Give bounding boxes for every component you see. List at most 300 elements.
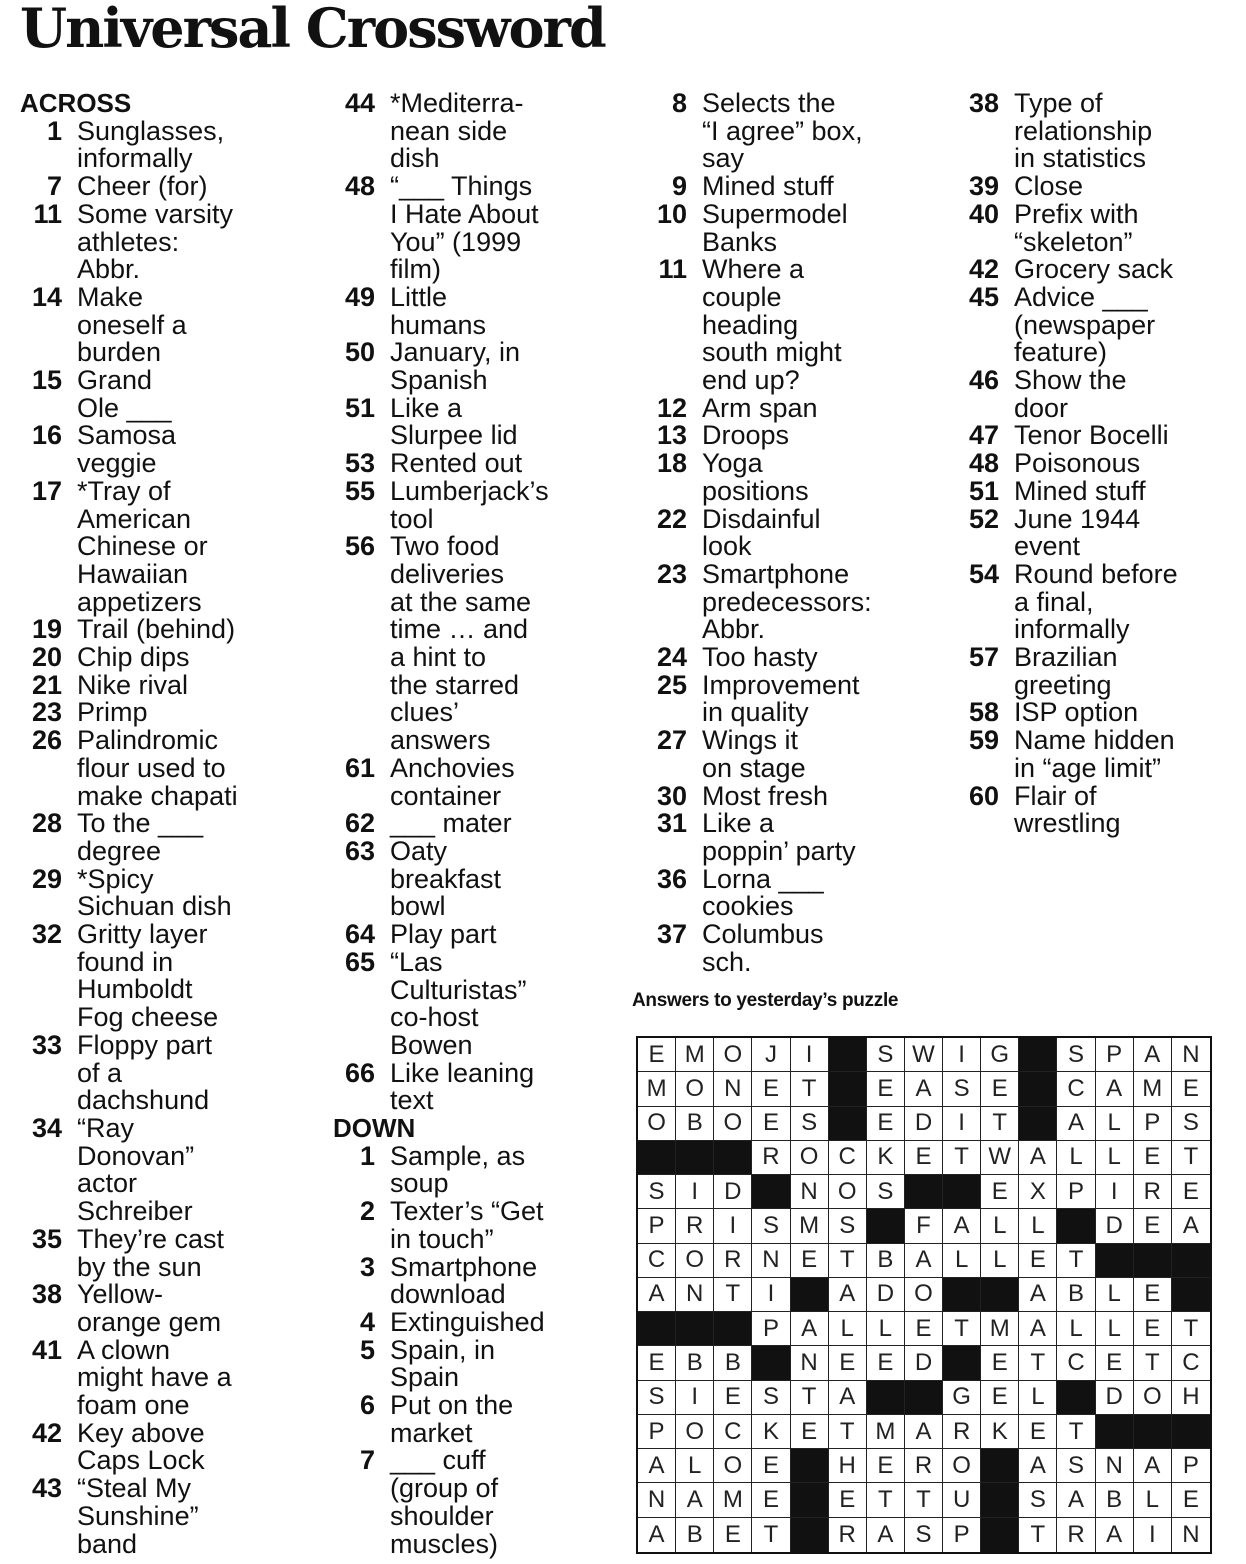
- across-clue: [20, 1029, 320, 1116]
- answer-cell: L: [1019, 1381, 1057, 1415]
- answer-cell: I: [1096, 1175, 1134, 1209]
- across-clue: [20, 198, 320, 285]
- across-clue: [333, 90, 633, 173]
- answer-cell: T: [943, 1141, 981, 1175]
- across-clue: [20, 644, 320, 672]
- clue-text: Droops: [702, 420, 790, 451]
- answer-cell: K: [981, 1415, 1019, 1449]
- answer-cell: E: [1172, 1483, 1210, 1517]
- answer-cell: A: [905, 1072, 943, 1106]
- answer-cell: L: [1096, 1278, 1134, 1312]
- across-clue: [20, 1334, 320, 1421]
- clue-number: 14: [31, 281, 62, 312]
- down-clue: [645, 198, 945, 257]
- clue-text: Put on the market: [390, 1390, 514, 1448]
- clue-text: Make oneself a burden: [77, 281, 187, 368]
- clue-text: Rented out: [390, 448, 523, 479]
- answers-label: Answers to yesterday’s puzzle: [632, 990, 899, 1011]
- clue-number: 66: [344, 1057, 375, 1088]
- down-clue: [957, 173, 1246, 201]
- black-square: [714, 1141, 752, 1175]
- clue-text: Name hidden in “age limit”: [1014, 725, 1175, 783]
- clue-text: Texter’s “Get in touch”: [390, 1196, 544, 1254]
- answer-cell: I: [1134, 1518, 1172, 1552]
- answer-cell: U: [943, 1483, 981, 1517]
- down-clue: [645, 173, 945, 201]
- across-clue: [333, 921, 633, 949]
- clue-number: 50: [344, 337, 375, 368]
- across-clue: [20, 699, 320, 727]
- answer-cell: P: [1057, 1175, 1095, 1209]
- clue-text: Grocery sack: [1014, 254, 1174, 285]
- clue-text: *Spicy Sichuan dish: [77, 863, 232, 922]
- clue-number: 47: [968, 420, 999, 451]
- clue-number: 13: [656, 420, 687, 451]
- answer-cell: R: [714, 1244, 752, 1278]
- answer-cell: E: [752, 1072, 790, 1106]
- across-clue: [333, 946, 633, 1060]
- down-clue: [957, 281, 1246, 368]
- clue-text: “Steal My Sunshine” band: [77, 1473, 199, 1559]
- clue-text: Palindromic flour used to make chapati: [77, 725, 238, 811]
- down-clue: [645, 422, 945, 450]
- across-clue: [333, 450, 633, 478]
- across-clue: [20, 173, 320, 201]
- answer-cell: B: [676, 1346, 714, 1380]
- across-clue: [20, 475, 320, 617]
- clue-text: Smartphone predecessors: Abbr.: [702, 558, 872, 645]
- answer-cell: A: [1134, 1449, 1172, 1483]
- down-clue: [957, 558, 1246, 645]
- clue-number: 16: [31, 420, 62, 451]
- clue-text: Improvement in quality: [702, 669, 860, 728]
- clue-number: 55: [344, 475, 375, 506]
- answer-cell: P: [1096, 1038, 1134, 1072]
- answer-cell: D: [905, 1346, 943, 1380]
- clue-text: Poisonous: [1014, 448, 1141, 479]
- clue-number: 32: [31, 919, 62, 950]
- answer-cell: E: [1134, 1141, 1172, 1175]
- clue-text: Yellow- orange gem: [77, 1279, 222, 1337]
- clue-number: 53: [344, 448, 375, 479]
- black-square: [638, 1312, 676, 1346]
- black-square: [638, 1141, 676, 1175]
- down-clue: [645, 810, 945, 865]
- answer-cell: N: [1182, 1520, 1200, 1548]
- answer-cell: L: [981, 1244, 1019, 1278]
- across-clue: [333, 475, 633, 534]
- answer-cell: M: [867, 1415, 905, 1449]
- answer-cell: T: [981, 1107, 1019, 1141]
- answer-cell: S: [867, 1175, 905, 1209]
- answer-cell: E: [1019, 1244, 1057, 1278]
- answer-cell: I: [791, 1038, 829, 1072]
- answer-cell: A: [943, 1209, 981, 1243]
- clue-text: ___ cuff (group of shoulder muscles): [390, 1445, 499, 1559]
- answer-cell: S: [943, 1072, 981, 1106]
- clue-text: Floppy part of a dachshund: [77, 1029, 213, 1116]
- clue-number: 41: [31, 1334, 62, 1365]
- clue-number: 5: [359, 1334, 375, 1365]
- clue-text: Show the door: [1014, 365, 1127, 423]
- clue-number: 7: [359, 1445, 375, 1476]
- answer-cell: T: [791, 1072, 829, 1106]
- answer-cell: O: [714, 1449, 752, 1483]
- answer-cell: P: [1134, 1107, 1172, 1141]
- across-clue: [20, 921, 320, 1032]
- answer-cell: N: [791, 1346, 829, 1380]
- clue-number: 11: [658, 254, 687, 285]
- clue-text: Lorna ___ cookies: [702, 863, 824, 922]
- black-square: [791, 1518, 829, 1552]
- answer-cell: T: [829, 1415, 867, 1449]
- clue-column-1: [20, 90, 320, 1558]
- black-square: [981, 1449, 1019, 1483]
- clue-number: 48: [968, 448, 999, 479]
- across-clue: [20, 1281, 320, 1336]
- clue-number: 7: [46, 171, 62, 202]
- clue-text: Arm span: [702, 392, 818, 423]
- across-clue: [20, 1417, 320, 1476]
- answer-cell: N: [714, 1072, 752, 1106]
- clue-text: “Las Culturistas” co-host Bowen: [390, 946, 527, 1060]
- answer-cell: T: [1057, 1244, 1095, 1278]
- across-clue: [20, 281, 320, 368]
- across-clue: [20, 115, 320, 174]
- black-square: [1134, 1244, 1172, 1278]
- down-clue: [333, 1334, 633, 1393]
- answer-cell: A: [638, 1449, 676, 1483]
- clue-number: 25: [656, 669, 687, 700]
- answer-cell: E: [905, 1141, 943, 1175]
- answer-cell: K: [752, 1415, 790, 1449]
- answer-cell: R: [1134, 1175, 1172, 1209]
- answer-cell: L: [1057, 1141, 1095, 1175]
- answer-cell: A: [1019, 1449, 1057, 1483]
- down-clue: [645, 90, 945, 173]
- answer-cell: B: [676, 1107, 714, 1141]
- clue-number: 26: [31, 725, 62, 756]
- answer-cell: E: [752, 1449, 790, 1483]
- clue-text: Disdainful look: [702, 503, 821, 562]
- down-clue: [645, 392, 945, 423]
- answer-cell: S: [752, 1209, 790, 1243]
- clue-text: Chip dips: [77, 642, 190, 673]
- answer-cell: O: [638, 1107, 676, 1141]
- answer-cell: D: [714, 1175, 752, 1209]
- answer-cell: G: [981, 1038, 1019, 1072]
- clue-number: 1: [46, 115, 62, 146]
- answer-cell: S: [905, 1518, 943, 1552]
- clue-number: 51: [344, 392, 375, 423]
- down-clue: [957, 450, 1246, 478]
- down-clue: [645, 727, 945, 782]
- clue-text: Sample, as soup: [390, 1140, 526, 1199]
- clue-text: Like leaning text: [390, 1057, 535, 1116]
- clue-number: 57: [968, 642, 999, 673]
- answer-cell: E: [1172, 1072, 1210, 1106]
- clue-text: Yoga positions: [702, 448, 809, 506]
- answer-cell: O: [714, 1107, 752, 1141]
- black-square: [1019, 1107, 1057, 1141]
- down-clue: [957, 367, 1246, 422]
- clue-number: 52: [968, 503, 999, 534]
- down-clue: [645, 863, 945, 922]
- black-square: [943, 1346, 981, 1380]
- answer-cell: S: [829, 1209, 867, 1243]
- black-square: [791, 1483, 829, 1517]
- down-clue: [645, 256, 945, 395]
- down-clue: [645, 450, 945, 505]
- answer-cell: I: [676, 1381, 714, 1415]
- answer-cell: W: [905, 1038, 943, 1072]
- clue-text: Little humans: [390, 281, 487, 340]
- answer-cell: P: [638, 1415, 676, 1449]
- clue-text: Columbus sch.: [702, 919, 824, 977]
- answer-cell: I: [752, 1278, 790, 1312]
- black-square: [1019, 1038, 1057, 1072]
- clue-number: 39: [968, 171, 999, 202]
- black-square: [1057, 1381, 1095, 1415]
- answer-cell: S: [1057, 1449, 1095, 1483]
- clue-number: 64: [344, 919, 375, 950]
- answer-cell: A: [638, 1278, 676, 1312]
- answer-cell: E: [791, 1415, 829, 1449]
- answer-cell: E: [867, 1072, 905, 1106]
- clue-number: 36: [656, 863, 687, 894]
- clue-number: 31: [656, 808, 687, 839]
- black-square: [829, 1038, 867, 1072]
- answer-cell: O: [943, 1449, 981, 1483]
- clue-number: 21: [31, 669, 62, 700]
- clue-number: 27: [656, 725, 687, 756]
- clue-text: Nike rival: [77, 669, 189, 700]
- clue-number: 9: [671, 171, 687, 202]
- clue-number: 23: [31, 697, 62, 728]
- black-square: [943, 1278, 981, 1312]
- answer-cell: M: [676, 1038, 714, 1072]
- answer-cell: E: [1134, 1312, 1172, 1346]
- clue-text: Trail (behind): [77, 614, 236, 645]
- answer-cell: N: [638, 1483, 676, 1517]
- answer-cell: D: [1096, 1381, 1134, 1415]
- clue-number: 17: [31, 475, 62, 506]
- answer-cell: A: [791, 1312, 829, 1346]
- clue-number: 45: [968, 281, 999, 312]
- clue-number: 58: [968, 697, 999, 728]
- clue-text: A clown might have a foam one: [77, 1334, 232, 1421]
- down-clue: [645, 669, 945, 728]
- answer-cell: I: [943, 1038, 981, 1072]
- across-clue: [20, 863, 320, 922]
- answer-cell: N: [791, 1175, 829, 1209]
- clue-text: Some varsity athletes: Abbr.: [77, 198, 234, 285]
- clue-number: 54: [968, 558, 999, 589]
- across-clue: [333, 752, 633, 811]
- clue-number: 46: [968, 365, 999, 396]
- black-square: [1057, 1209, 1095, 1243]
- clue-text: Mined stuff: [702, 171, 834, 202]
- answer-cell: T: [1172, 1312, 1210, 1346]
- answer-cell: A: [676, 1483, 714, 1517]
- black-square: [791, 1278, 829, 1312]
- black-square: [752, 1175, 790, 1209]
- answer-cell: E: [981, 1346, 1019, 1380]
- answer-cell: E: [1134, 1209, 1172, 1243]
- answer-cell: E: [714, 1518, 752, 1552]
- clue-column-2: [333, 90, 633, 1558]
- answer-cell: C: [829, 1141, 867, 1175]
- clue-text: Cheer (for): [77, 171, 208, 202]
- answer-cell: O: [676, 1244, 714, 1278]
- answer-cell: A: [1172, 1209, 1210, 1243]
- clue-number: 43: [31, 1473, 62, 1504]
- down-clue: [957, 90, 1246, 173]
- black-square: [791, 1449, 829, 1483]
- down-clue: [645, 921, 945, 976]
- answer-cell: L: [943, 1244, 981, 1278]
- across-clue: [333, 835, 633, 922]
- answer-cell: C: [1172, 1346, 1210, 1380]
- down-clue: [957, 475, 1246, 506]
- clue-number: 3: [359, 1251, 375, 1282]
- answer-cell: R: [752, 1141, 790, 1175]
- answer-cell: A: [1057, 1107, 1095, 1141]
- answer-cell: T: [829, 1244, 867, 1278]
- black-square: [981, 1483, 1019, 1517]
- answer-cell: L: [981, 1209, 1019, 1243]
- clue-text: Brazilian greeting: [1014, 642, 1118, 700]
- answer-cell: L: [676, 1449, 714, 1483]
- clue-number: 2: [359, 1196, 375, 1227]
- answer-cell: E: [867, 1346, 905, 1380]
- answer-cell: A: [1096, 1518, 1134, 1552]
- clue-number: 19: [31, 614, 62, 645]
- answer-cell: G: [943, 1381, 981, 1415]
- answer-cell: T: [1019, 1518, 1057, 1552]
- answer-cell: A: [905, 1244, 943, 1278]
- black-square: [1019, 1072, 1057, 1106]
- answer-cell: A: [867, 1518, 905, 1552]
- answer-cell: A: [905, 1415, 943, 1449]
- answer-cell: C: [638, 1244, 676, 1278]
- clue-text: Smartphone download: [390, 1251, 538, 1310]
- clue-text: Close: [1014, 171, 1084, 202]
- black-square: [867, 1381, 905, 1415]
- clue-number: 40: [968, 198, 999, 229]
- answer-cell: E: [638, 1038, 676, 1072]
- answer-cell: T: [714, 1278, 752, 1312]
- answer-cell: T: [943, 1312, 981, 1346]
- answer-cell: E: [752, 1107, 790, 1141]
- answer-cell: I: [943, 1107, 981, 1141]
- clue-text: “___ Things I Hate About You” (1999 film): [390, 171, 539, 285]
- across-clue: [20, 1475, 320, 1558]
- clue-text: January, in Spanish: [390, 337, 521, 396]
- across-clue: [20, 810, 320, 865]
- clue-number: 15: [31, 365, 62, 396]
- answer-cell: L: [1134, 1483, 1172, 1517]
- answer-cell: M: [791, 1209, 829, 1243]
- black-square: [943, 1175, 981, 1209]
- answer-cell: D: [867, 1278, 905, 1312]
- answer-cell: A: [829, 1381, 867, 1415]
- clue-text: Gritty layer found in Humboldt Fog cheese: [77, 919, 219, 1033]
- answer-cell: P: [943, 1518, 981, 1552]
- answer-cell: O: [676, 1072, 714, 1106]
- answer-cell: C: [1057, 1072, 1095, 1106]
- clue-number: 33: [31, 1029, 62, 1060]
- clue-text: Grand Ole ___: [77, 365, 172, 423]
- black-square: [676, 1312, 714, 1346]
- answer-cell: E: [1096, 1346, 1134, 1380]
- across-clue: [20, 422, 320, 477]
- answer-cell: P: [638, 1209, 676, 1243]
- answer-cell: A: [1019, 1141, 1057, 1175]
- answer-cell: S: [638, 1381, 676, 1415]
- answer-cell: J: [752, 1038, 790, 1072]
- clue-number: 29: [31, 863, 62, 894]
- answer-cell: O: [676, 1415, 714, 1449]
- clue-number: 6: [359, 1390, 375, 1421]
- answer-cell: M: [714, 1483, 752, 1517]
- answer-cell: E: [638, 1346, 676, 1380]
- clue-number: 63: [344, 835, 375, 866]
- clue-text: Wings it on stage: [702, 725, 806, 783]
- answer-cell: E: [714, 1381, 752, 1415]
- answer-cell: L: [1019, 1209, 1057, 1243]
- answer-cell: E: [905, 1312, 943, 1346]
- across-clue: [20, 669, 320, 700]
- answer-cell: F: [905, 1209, 943, 1243]
- answer-cell: W: [981, 1141, 1019, 1175]
- down-clue: [957, 780, 1246, 839]
- clue-number: 23: [656, 558, 687, 589]
- answer-cell: P: [1172, 1449, 1210, 1483]
- clue-text: June 1944 event: [1014, 503, 1141, 562]
- answer-cell: A: [638, 1518, 676, 1552]
- clue-number: 48: [344, 171, 375, 202]
- clue-number: 4: [359, 1306, 375, 1337]
- clue-text: ___ mater: [390, 808, 512, 839]
- down-clue: [645, 644, 945, 672]
- black-square: [1134, 1415, 1172, 1449]
- black-square: [1172, 1244, 1210, 1278]
- down-clue: [333, 1251, 633, 1310]
- clue-text: Selects the “I agree” box, say: [702, 88, 863, 174]
- black-square: [1096, 1415, 1134, 1449]
- clue-number: 42: [31, 1417, 62, 1448]
- answer-cell: L: [867, 1312, 905, 1346]
- down-clue: [957, 256, 1246, 284]
- clue-text: They’re cast by the sun: [77, 1223, 225, 1282]
- clue-number: 62: [344, 808, 375, 839]
- answer-cell: L: [1057, 1312, 1095, 1346]
- answer-cell: B: [676, 1518, 714, 1552]
- clue-text: Round before a final, informally: [1014, 558, 1178, 645]
- answer-cell: B: [1096, 1483, 1134, 1517]
- answer-cell: T: [867, 1483, 905, 1517]
- clue-text: Play part: [390, 919, 497, 950]
- across-heading: ACROSS: [20, 88, 132, 118]
- black-square: [981, 1278, 1019, 1312]
- down-clue: [333, 1306, 633, 1337]
- black-square: [981, 1518, 1019, 1552]
- down-clue: [957, 503, 1246, 562]
- answer-cell: T: [752, 1518, 790, 1552]
- answer-cell: A: [1096, 1072, 1134, 1106]
- clue-number: 24: [656, 642, 687, 673]
